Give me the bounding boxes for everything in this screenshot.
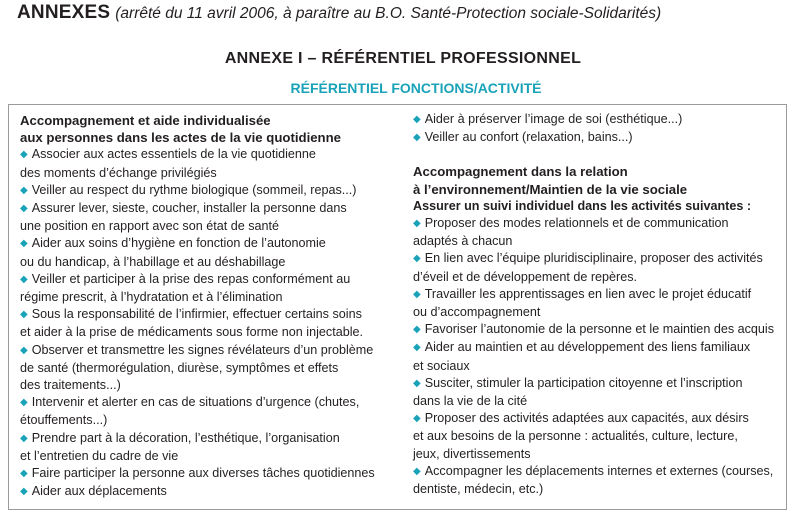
list-item-line [413, 393, 774, 410]
list-item [20, 182, 375, 200]
header-decree-reference: (arrêté du 11 avril 2006, à paraître au B.O. Santé-Protection sociale-Solidarités) [115, 5, 662, 22]
list-item-text: En lien avec l’équipe pluridisciplinaire, proposer des activités [424, 251, 763, 266]
list-item-text: Accompagner les déplacements internes et externes (courses, [424, 463, 774, 478]
list-item-line [413, 410, 774, 428]
list-item-line [20, 271, 375, 289]
list-item-text: ou d’accompagnement [413, 305, 541, 320]
list-item-line [413, 233, 774, 250]
diamond-bullet-icon: ◆ [413, 342, 421, 354]
list-item-text: des traitements...) [20, 378, 121, 393]
header-annexes: ANNEXES [17, 2, 111, 23]
list-item-text: Sous la responsabilité de l’infirmier, effectuer certains soins [31, 307, 362, 322]
page-header [17, 2, 661, 24]
list-item [20, 465, 375, 483]
diamond-bullet-icon: ◆ [20, 203, 28, 215]
list-item-line [20, 377, 375, 394]
diamond-bullet-icon: ◆ [20, 486, 28, 498]
right-top-activity-list [413, 111, 774, 147]
list-item-line [20, 289, 375, 306]
list-item-text: et aux besoins de la personne : actualités, culture, lecture, [413, 429, 738, 444]
list-item-line [20, 448, 375, 465]
diamond-bullet-icon: ◆ [413, 218, 421, 230]
list-item-line [413, 428, 774, 445]
annex-subtitle: RÉFÉRENTIEL FONCTIONS/ACTIVITÉ [290, 80, 542, 96]
list-item-line [413, 250, 774, 268]
list-item-text: de santé (thermorégulation, diurèse, symptômes et effets [20, 360, 339, 375]
list-item-line [20, 165, 375, 182]
referential-box [8, 104, 787, 510]
list-item-line [20, 342, 375, 360]
list-item-line [413, 375, 774, 393]
list-item-text: Proposer des modes relationnels et de communication [424, 216, 729, 231]
list-item-text: Intervenir et alerter en cas de situations d’urgence (chutes, [31, 395, 360, 410]
list-item-text: ou du handicap, à l’habillage et au déshabillage [20, 254, 286, 269]
list-item [413, 129, 774, 147]
list-item [20, 430, 375, 465]
list-item-text: Veiller au confort (relaxation, bains...) [424, 130, 633, 145]
list-item-line [20, 306, 375, 324]
list-item-text: Aider à préserver l’image de soi (esthétique...) [424, 112, 683, 126]
list-item [20, 271, 375, 306]
list-item-line [413, 481, 774, 498]
diamond-bullet-icon: ◆ [413, 288, 421, 300]
list-item-text: jeux, divertissements [413, 446, 531, 461]
list-item-text: Travailler les apprentissages en lien avec le projet éducatif [424, 286, 752, 301]
list-item-line [413, 463, 774, 481]
list-item-line [20, 483, 375, 501]
diamond-bullet-icon: ◆ [20, 184, 28, 196]
left-activity-list [20, 146, 375, 501]
list-item-text: Favoriser l’autonomie de la personne et le maintien des acquis [424, 322, 775, 337]
list-item-text: Aider au maintien et au développement des liens familiaux [424, 340, 751, 355]
list-item-line [413, 446, 774, 463]
list-item [413, 410, 774, 463]
list-item-text: adaptés à chacun [413, 234, 513, 249]
diamond-bullet-icon: ◆ [413, 324, 421, 336]
list-item-line [413, 215, 774, 233]
list-item-text: d’éveil et de développement de repères. [413, 269, 638, 284]
list-item-text: une position en rapport avec son état de santé [20, 219, 280, 234]
list-item-text: Susciter, stimuler la participation citoyenne et l’inscription [424, 375, 743, 390]
left-column [20, 112, 375, 501]
list-item-line [413, 321, 774, 339]
diamond-bullet-icon: ◆ [20, 273, 28, 285]
diamond-bullet-icon: ◆ [20, 344, 28, 356]
list-item-line [20, 412, 375, 429]
diamond-bullet-icon: ◆ [20, 238, 28, 250]
list-item-text: Veiller et participer à la prise des repas conformément au [31, 271, 351, 286]
list-item [413, 463, 774, 498]
list-item-text: et sociaux [413, 358, 470, 373]
right-column [413, 111, 774, 498]
list-item-line [413, 129, 774, 147]
left-section-title-line: aux personnes dans les actes de la vie quotidienne [20, 130, 342, 146]
list-item [413, 321, 774, 339]
list-item-line [413, 111, 774, 129]
diamond-bullet-icon: ◆ [413, 253, 421, 265]
diamond-bullet-icon: ◆ [20, 309, 28, 321]
list-item [413, 339, 774, 374]
list-item-text: Proposer des activités adaptées aux capacités, aux désirs [424, 411, 749, 426]
list-item-line [20, 254, 375, 271]
list-item-text: Observer et transmettre les signes révélateurs d’un problème [31, 342, 374, 357]
diamond-bullet-icon: ◆ [413, 132, 421, 144]
list-item [20, 146, 375, 181]
list-item-line [413, 339, 774, 357]
list-item-text: et l’entretien du cadre de vie [20, 448, 179, 463]
list-item-line [20, 200, 375, 218]
right-section-title-line: Accompagnement dans la relation [413, 164, 628, 180]
right-section-subtitle: Assurer un suivi individuel dans les activités suivantes : [413, 198, 752, 213]
list-item-text: et aider à la prise de médicaments sous forme non injectable. [20, 325, 364, 340]
list-item-text: dentiste, médecin, etc.) [413, 482, 544, 497]
diamond-bullet-icon: ◆ [413, 114, 421, 125]
list-item-line [20, 146, 375, 164]
list-item-line [413, 304, 774, 321]
list-item [20, 235, 375, 270]
list-item [413, 375, 774, 410]
list-item-line [20, 360, 375, 377]
list-item-line [20, 430, 375, 448]
list-item-text: Aider aux déplacements [31, 484, 167, 499]
diamond-bullet-icon: ◆ [413, 413, 421, 425]
list-item-text: Faire participer la personne aux diverses tâches quotidiennes [31, 466, 375, 481]
diamond-bullet-icon: ◆ [20, 468, 28, 480]
diamond-bullet-icon: ◆ [20, 432, 28, 444]
section-spacer [413, 147, 774, 163]
diamond-bullet-icon: ◆ [413, 377, 421, 389]
list-item-text: des moments d’échange privilégiés [20, 165, 217, 180]
list-item-line [20, 218, 375, 235]
list-item-line [413, 269, 774, 286]
left-section-title-line: Accompagnement et aide individualisée [20, 113, 271, 128]
list-item-text: dans la vie de la cité [413, 394, 528, 409]
list-item [413, 215, 774, 250]
list-item-line [20, 324, 375, 341]
list-item-text: Aider aux soins d’hygiène en fonction de l’autonomie [31, 236, 326, 251]
list-item [20, 200, 375, 235]
list-item [20, 483, 375, 501]
list-item-text: Assurer lever, sieste, coucher, installer la personne dans [31, 201, 347, 216]
list-item-line [20, 394, 375, 412]
list-item-line [413, 358, 774, 375]
list-item [413, 286, 774, 321]
diamond-bullet-icon: ◆ [413, 465, 421, 477]
diamond-bullet-icon: ◆ [20, 149, 28, 161]
right-section-title [413, 163, 774, 197]
list-item [20, 342, 375, 395]
list-item-text: Veiller au respect du rythme biologique (sommeil, repas...) [31, 182, 357, 197]
right-activity-list [413, 215, 774, 498]
list-item-text: Prendre part à la décoration, l’esthétique, l’organisation [31, 430, 340, 445]
list-item-line [20, 235, 375, 253]
diamond-bullet-icon: ◆ [20, 397, 28, 409]
list-item-line [20, 182, 375, 200]
left-section-title [20, 112, 375, 146]
list-item-text: étouffements...) [20, 413, 108, 428]
list-item-line [413, 286, 774, 304]
list-item [20, 394, 375, 429]
list-item [413, 250, 774, 285]
list-item-text: régime prescrit, à l’hydratation et à l’élimination [20, 290, 283, 305]
annex-title: ANNEXE I – RÉFÉRENTIEL PROFESSIONNEL [224, 50, 582, 67]
list-item-text: Associer aux actes essentiels de la vie quotidienne [31, 147, 316, 162]
list-item-line [20, 465, 375, 483]
right-section-title-line: à l’environnement/Maintien de la vie sociale [413, 181, 688, 197]
list-item [413, 111, 774, 129]
list-item [20, 306, 375, 341]
